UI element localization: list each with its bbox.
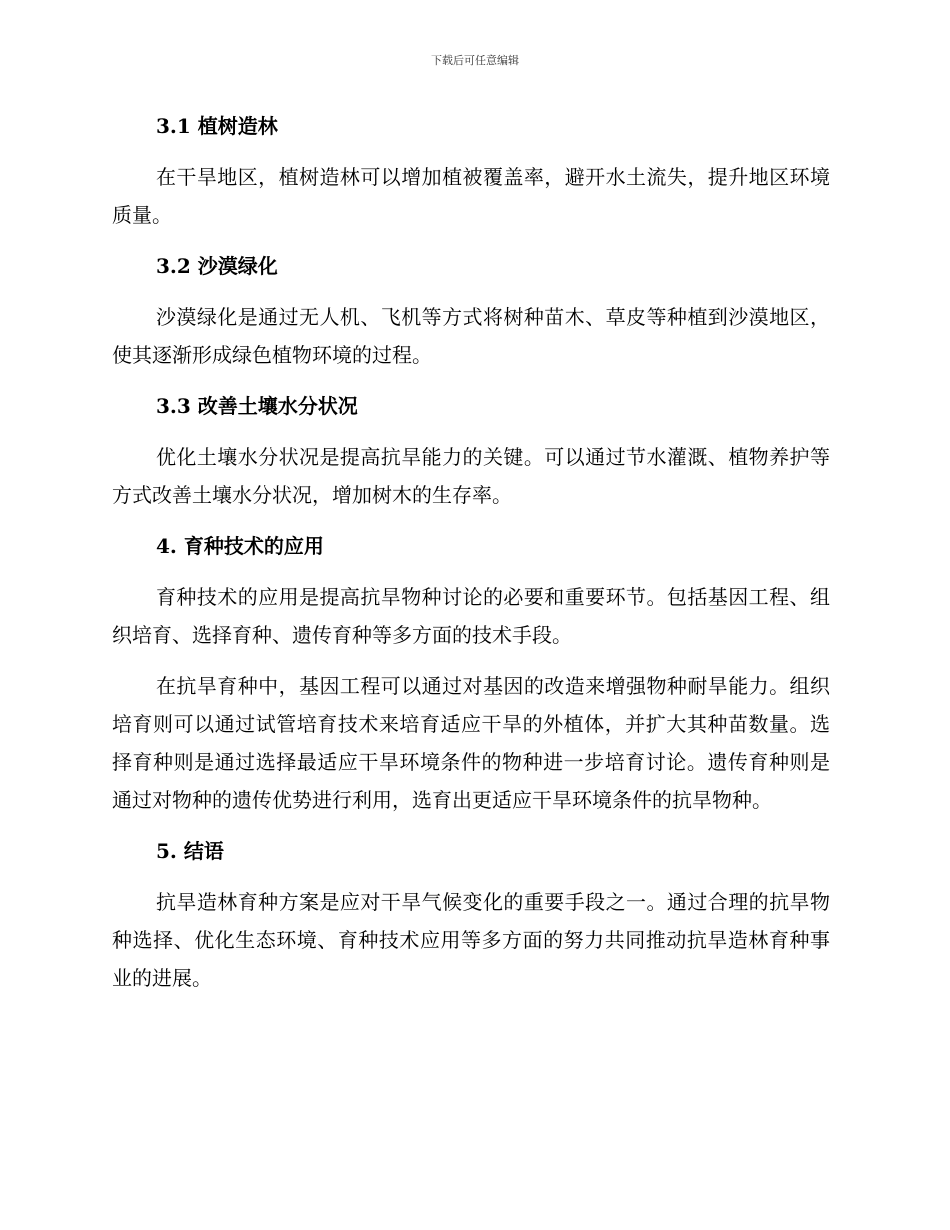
section-heading-3-3: 3.3 改善土壤水分状况: [156, 394, 358, 418]
section-heading-4: 4. 育种技术的应用: [156, 534, 324, 558]
page-header: 下载后可任意编辑: [431, 54, 519, 67]
paragraph-breeding-intro: 育种技术的应用是提高抗旱物种讨论的必要和重要环节。包括基因工程、组织培育、选择育种、遗传育种等多方面的技术手段。: [112, 585, 830, 647]
paragraph-desert-greening: 沙漠绿化是通过无人机、飞机等方式将树种苗木、草皮等种植到沙漠地区，使其逐渐形成绿色植物环境的过程。: [112, 305, 830, 367]
paragraph-breeding-details: 在抗旱育种中，基因工程可以通过对基因的改造来增强物种耐旱能力。组织培育则可以通过试管培育技术来培育适应干旱的外植体，并扩大其种苗数量。选择育种则是通过选择最适应干旱环境条件的物种进一步培育讨论。遗传育种则是通过对物种的遗传优势进行利用，选育出更适应干旱环境条件的抗旱物种。: [112, 674, 830, 812]
section-heading-5: 5. 结语: [156, 839, 224, 863]
paragraph-soil-moisture: 优化土壤水分状况是提高抗旱能力的关键。可以通过节水灌溉、植物养护等方式改善土壤水分状况，增加树木的生存率。: [112, 445, 830, 507]
document-body: [112, 107, 830, 1010]
paragraph-afforestation: 在干旱地区，植树造林可以增加植被覆盖率，避开水土流失，提升地区环境质量。: [112, 165, 830, 227]
paragraph-conclusion: 抗旱造林育种方案是应对干旱气候变化的重要手段之一。通过合理的抗旱物种选择、优化生态环境、育种技术应用等多方面的努力共同推动抗旱造林育种事业的进展。: [112, 890, 830, 990]
section-heading-3-2: 3.2 沙漠绿化: [156, 254, 278, 278]
section-heading-3-1: 3.1 植树造林: [156, 114, 278, 138]
